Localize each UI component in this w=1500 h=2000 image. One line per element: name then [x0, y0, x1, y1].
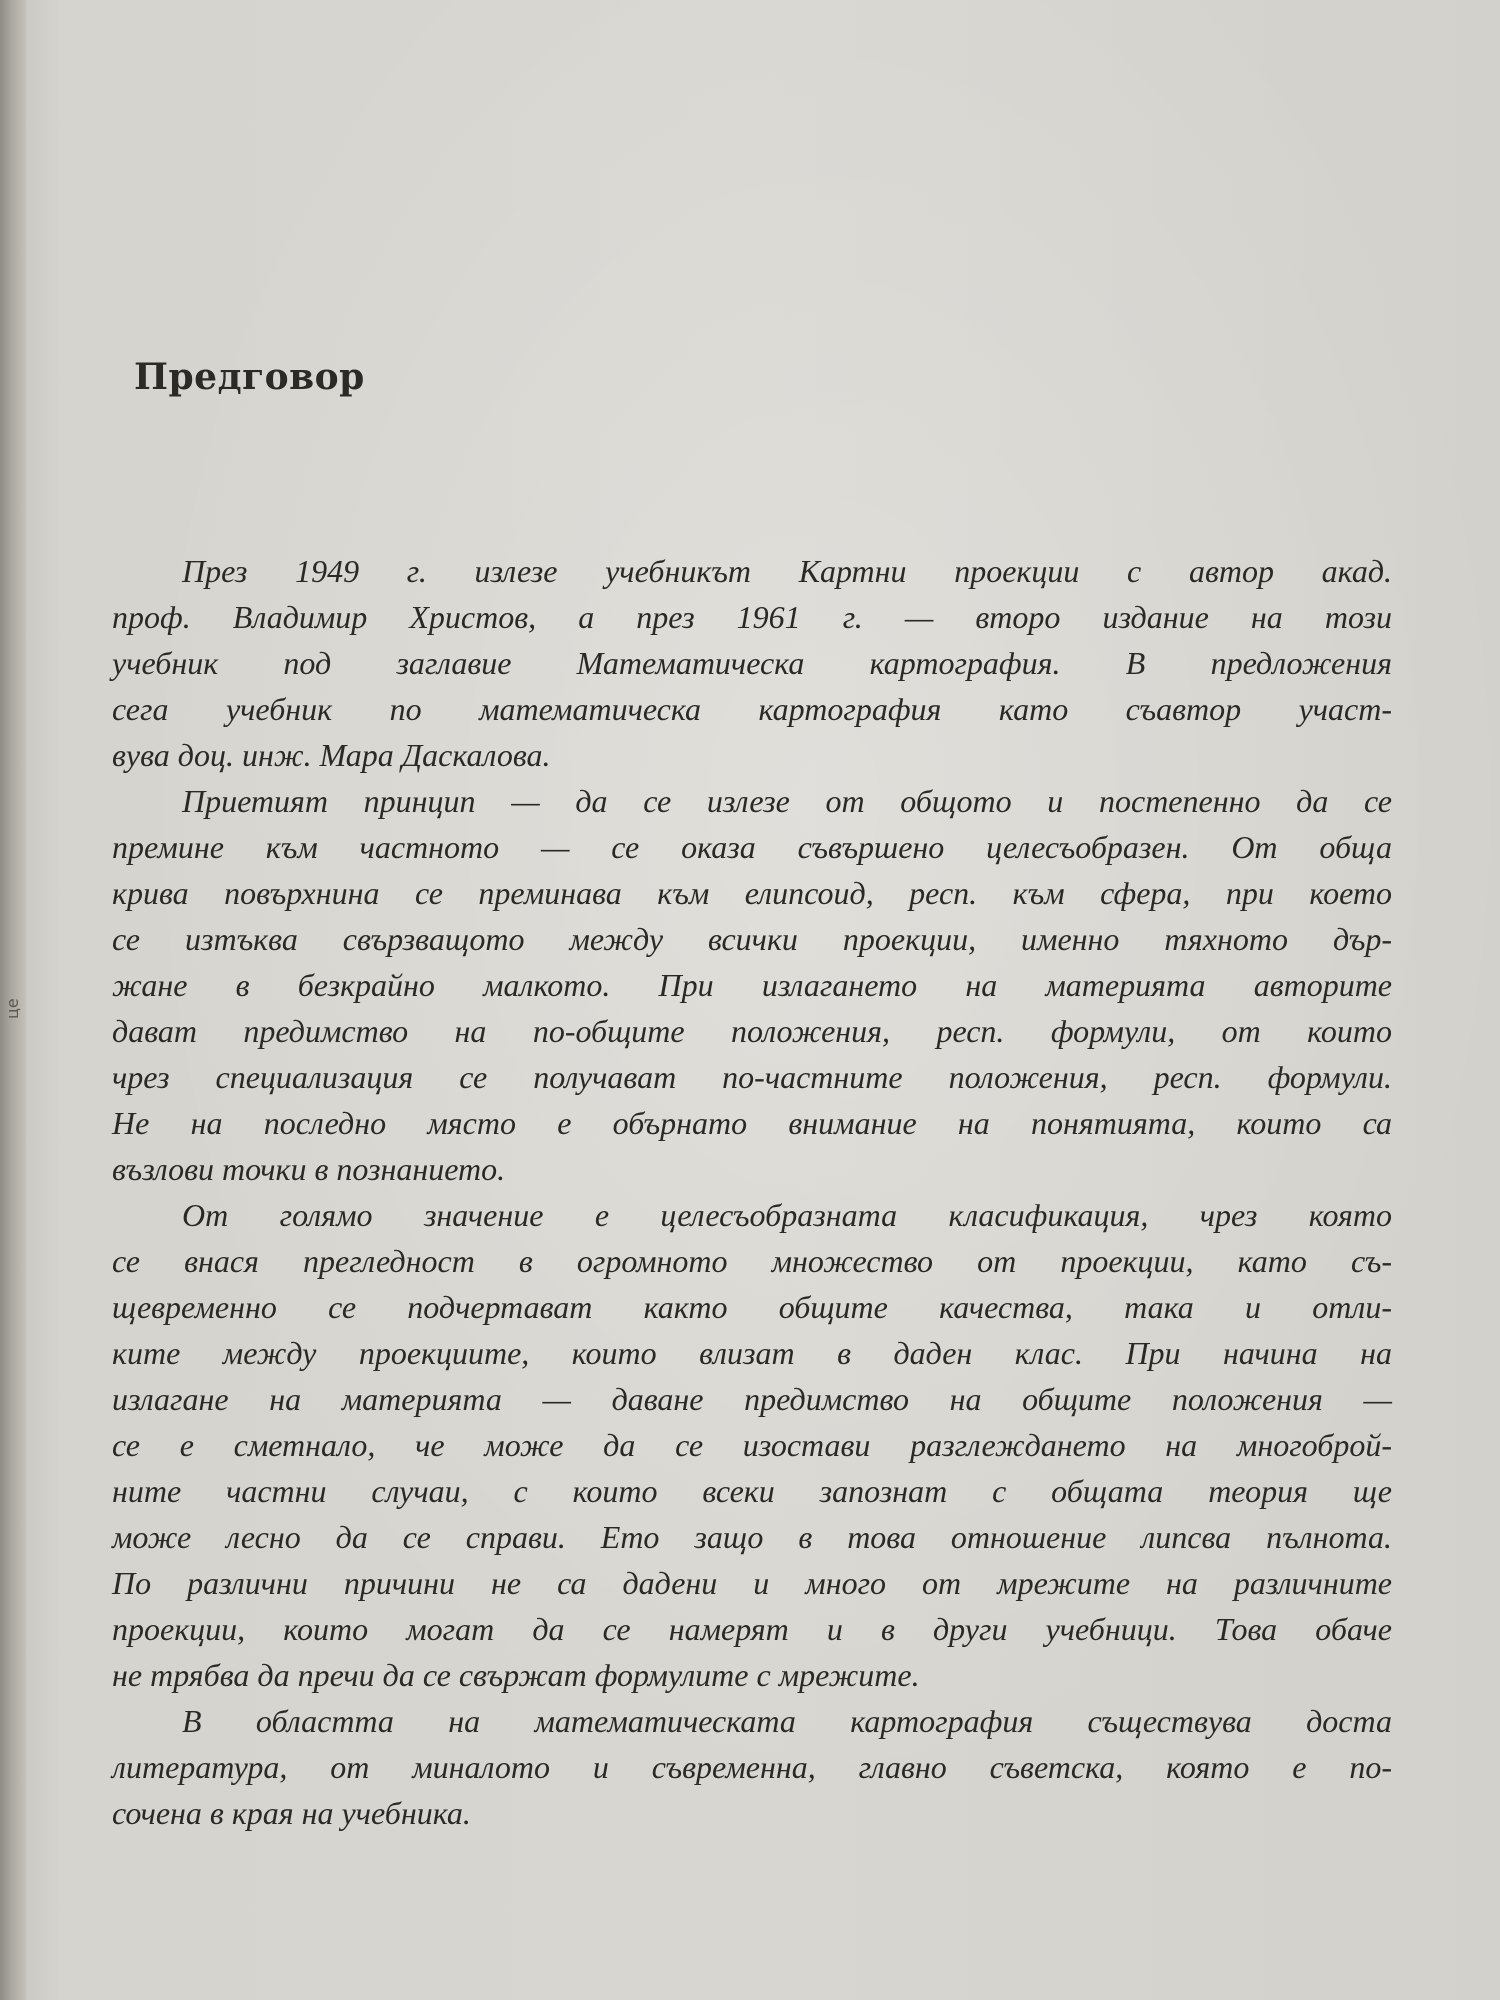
text-line: По различни причини не са дадени и много от мрежите на различните [112, 1565, 1392, 1601]
text-line: ките между проекциите, които влизат в даден клас. При начина на [112, 1335, 1392, 1371]
text-line: се е сметнало, че може да се изостави разглеждането на многоброй- [112, 1427, 1392, 1463]
text-line: ните частни случаи, с които всеки запознат с общата теория ще [112, 1473, 1392, 1509]
text-line: проекции, които могат да се намерят и в други учебници. Това обаче [112, 1611, 1392, 1647]
text-line: литература, от миналото и съвременна, главно съветска, която е по- [112, 1749, 1392, 1785]
text-line: вува доц. инж. Мара Даскалова. [112, 737, 551, 773]
page-title: Предговор [134, 356, 365, 398]
text-line: Не на последно място е обърнато внимание на понятията, които са [112, 1105, 1392, 1141]
text-line: От голямо значение е целесъобразната класификация, чрез която [182, 1197, 1392, 1233]
text-line: може лесно да се справи. Ето защо в това отношение липсва пълнота. [112, 1519, 1392, 1555]
text-line: възлови точки в познанието. [112, 1151, 506, 1187]
text-line: премине към частното — се оказа съвършено целесъобразен. От обща [112, 829, 1392, 865]
text-line: се изтъква свързващото между всички проекции, именно тяхното дър- [112, 921, 1392, 957]
text-line: не трябва да пречи да се свържат формулите с мрежите. [112, 1657, 920, 1693]
text-line: сега учебник по математическа картография като съавтор участ- [112, 691, 1392, 727]
text-line: жане в безкрайно малкото. При излагането на материята авторите [112, 967, 1392, 1003]
text-line: излагане на материята — даване предимство на общите положения — [112, 1381, 1392, 1417]
text-line: крива повърхнина се преминава към елипсоид, респ. към сфера, при което [112, 875, 1392, 911]
edge-mark: це [3, 998, 22, 1019]
preface-text [112, 548, 1392, 1836]
text-line: се внася прегледност в огромното множество от проекции, като съ- [112, 1243, 1392, 1279]
text-line: щевременно се подчертават както общите качества, така и отли- [112, 1289, 1392, 1325]
text-line: Приетият принцип — да се излезе от общото и постепенно да се [182, 783, 1392, 819]
text-line: учебник под заглавие Математическа картография. В предложения [112, 645, 1392, 681]
text-line: дават предимство на по-общите положения, респ. формули, от които [112, 1013, 1392, 1049]
text-line: През 1949 г. излезе учебникът Картни проекции с автор акад. [182, 553, 1392, 589]
text-line: проф. Владимир Христов, а през 1961 г. — второ издание на този [112, 599, 1392, 635]
text-line: сочена в края на учебника. [112, 1795, 471, 1831]
text-line: чрез специализация се получават по-частните положения, респ. формули. [112, 1059, 1392, 1095]
text-line: В областта на математическата картография съществува доста [182, 1703, 1392, 1739]
